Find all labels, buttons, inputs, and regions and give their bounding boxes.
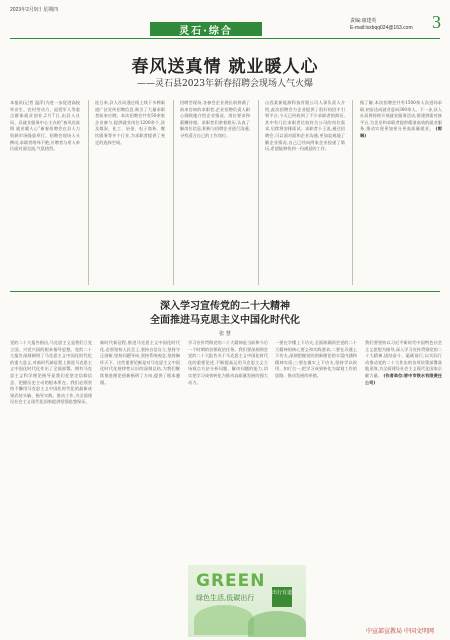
article2-column-2: 新时代新征程,推进马克思主义中国化时代化,必须坚持人民至上,坚持自信自立,坚持守正创新,坚持问题导向,坚持系统观念,坚持胸怀天下。这些重要论断是对马克思主义中国化时代化规律性认识的深刻总结,为我们继续推进理论创新指明了方向,提供了根本遵循。	[100, 340, 180, 385]
footer-credit-left: 中宣部宣教局	[366, 628, 403, 635]
section-divider	[10, 291, 440, 292]
article2-column-5-text: 我们要坚持以习近平新时代中国特色社会主义思想为指导,深入学习宣传贯彻党的二十大精神,团结奋斗、砥砺前行,以实际行动推动党的二十大作出的各项决策部署落地见效,为全面建设社会主义现代化国家贡献力量。	[365, 340, 442, 378]
poster-title: GREEN	[196, 571, 266, 591]
article2-column-4: 一要在学懂上下功夫,全面准确领会党的二十大精神的核心要义和实践要求;二要在弄通上下功夫,深刻把握党的创新理论的丰富内涵和精神实质;三要在做实上下功夫,坚持学以致用、知行合一,把学习成果转化为谋划工作的思路、推动发展的举措。	[275, 340, 357, 378]
poster-leaf-shape	[194, 605, 254, 635]
editor-info	[350, 18, 413, 32]
footer-credit-right: 中国文明网	[404, 628, 435, 635]
column-divider	[173, 100, 174, 285]
article1-column-3: 招聘会现场,各参会企业展位前挤满了前来咨询的求职者,企业招聘负责人耐心细致地介绍企业情况、岗位要求和薪酬待遇。求职者们拿着简历,认真了解岗位信息,积极与招聘企业进行沟通,寻找适合自己的工作岗位。	[180, 100, 250, 138]
article1-column-4: 山西某新能源科技有限公司人事负责人介绍,此次招聘会为企业提供了很好的招才引智平台,今天已经收到了不少求职者的简历,其中有几位求职者比较符合公司的岗位需求,后续将安排面试。求职者小王说,通过招聘会,可以面对面和企业沟通,更加直观地了解企业情况,自己已经向两家企业投递了简历,希望能够找到一份满意的工作。	[265, 100, 345, 152]
article1-column-5-text: 据了解,本次招聘会共有1500余人次进场求职,初步达成就业意向300余人。下一步,县人社局将持续开展就业服务活动,搭建供需对接平台,为企业和求职者提供精准高效的就业服务,推动实现更加充分更高质量就业。	[360, 100, 442, 132]
article1-column-1: 本报讯(记者 温萍)为进一步促进高校毕业生、农村劳动力、退役军人等重点群体就业创业,2月7日,由县人社局、县就业服务中心主办的“春风送真情 就业暖人心”新春招聘会在县人力资源市场隆重举行。招聘会现场人头攒动,求职者络绎不绝,应聘者与用人单位面对面交流,气氛热烈。	[10, 100, 80, 152]
article2-column-3: 学习宣传贯彻党的二十大精神是当前和今后一个时期的首要政治任务。我们要深刻领会党的二十大报告关于马克思主义中国化时代化的重要论述,不断提高运用马克思主义立场观点方法分析问题、解决问题的能力,切实把学习成效转化为推动高质量发展的强大动力。	[188, 340, 268, 385]
page-number: 3	[432, 12, 441, 32]
poster-slogan: 绿色生活,低碳出行	[196, 594, 255, 602]
article1-column-5	[360, 100, 442, 290]
article2-column-1: 党的二十大报告指出,马克思主义是我们立党立国、兴党兴国的根本指导思想。党的二十大报告深刻阐明了马克思主义中国化时代化的重大意义,对新时代新征程上推进马克思主义中国化时代化作出了全面部署。拥有马克思主义科学理论指导是我们党坚定信仰信念、把握历史主动的根本所在。我们必须坚持不懈用马克思主义中国化时代化的最新成果武装头脑、指导实践、推动工作,为全面建设社会主义现代化国家提供坚强思想保证。	[10, 340, 92, 405]
article2-column-5	[365, 340, 442, 630]
article1-subheadline: ——灵石县2023年新春招聘会现场人气火爆	[137, 79, 313, 89]
column-divider	[352, 100, 353, 285]
editor-email: E-mail:lsxbqq024@163.com	[350, 25, 413, 31]
poster-leaf-shape	[248, 611, 306, 637]
article1-headline: 春风送真情 就业暖人心	[131, 57, 319, 77]
green-travel-poster	[188, 565, 306, 637]
header-divider	[10, 38, 440, 39]
article1-column-2: 连日来,县人社局通过线上线下多种渠道广泛宣传招聘信息,吸引了大量求职者前来应聘。本次招聘会共有50余家企业参与,提供就业岗位1200余个,涉及煤炭、化工、冶金、电子商务、餐饮服务等多个行业,为求职者提供了充足的选择空间。	[95, 100, 165, 145]
article2-headline	[0, 300, 450, 328]
article1-author: (郭琳)	[360, 126, 442, 138]
article2-author-unit: (作者单位:晋中市铁水有限责任公司)	[365, 372, 442, 385]
issue-date: 2023年2月9日 星期四	[10, 7, 59, 13]
poster-stamp: 出行有道	[272, 587, 292, 607]
column-divider	[88, 100, 89, 285]
article2-headline-line-2: 全面推进马克思主义中国化时代化	[150, 315, 300, 326]
section-banner: 灵石·综合	[150, 22, 262, 36]
article2-headline-line-1: 深入学习宣传党的二十大精神	[160, 301, 290, 312]
editor-name: 责编:康建英	[350, 18, 377, 24]
article2-byline: 张 慧	[219, 331, 231, 337]
column-divider	[258, 100, 259, 285]
